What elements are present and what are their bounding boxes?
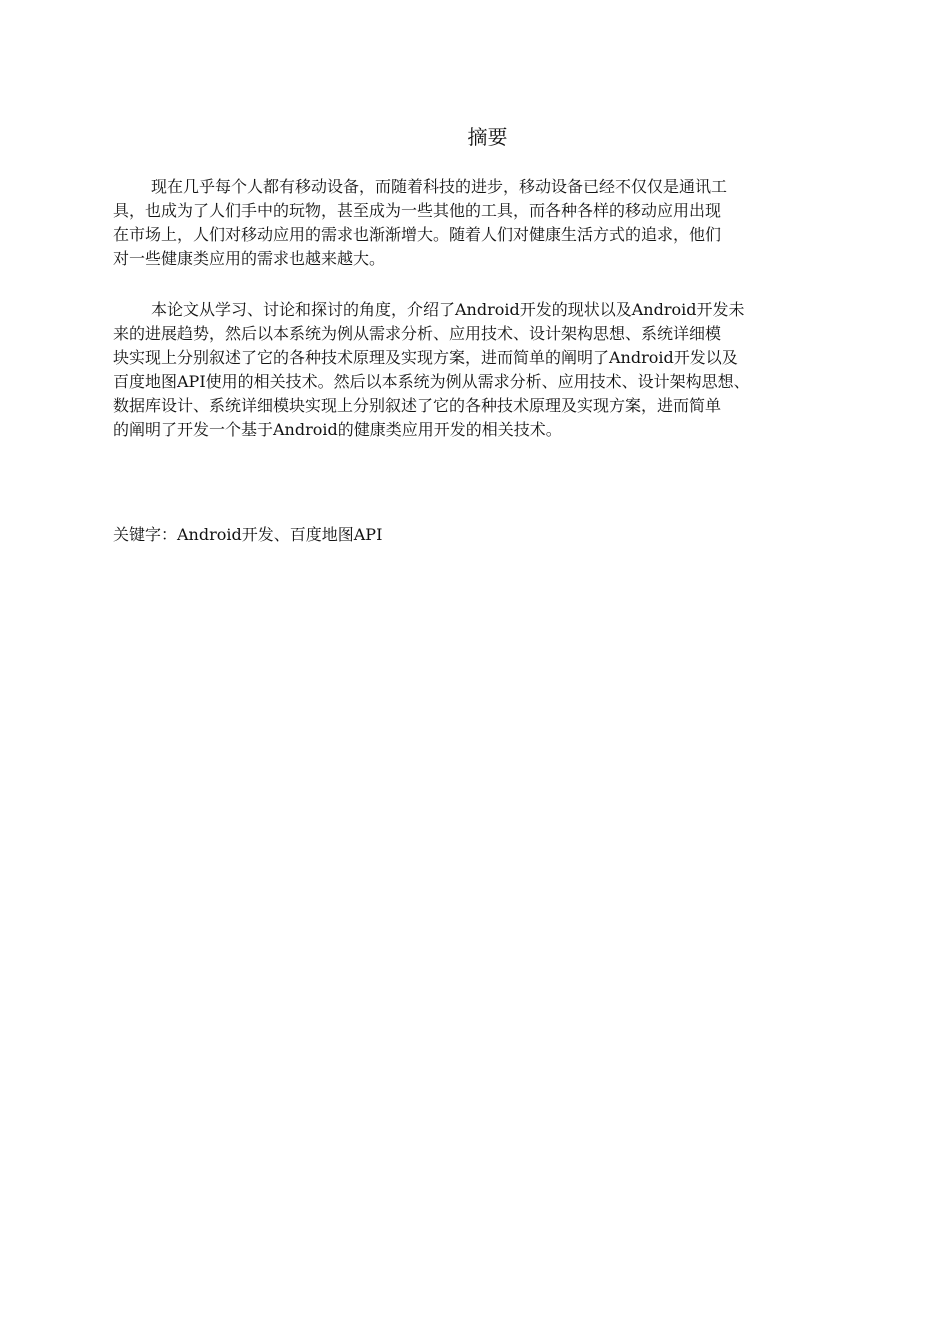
keywords: 关键字：Android开发、百度地图API: [113, 525, 383, 544]
paragraph-line: 百度地图API使用的相关技术。然后以本系统为例从需求分析、应用技术、设计架构思想、: [113, 372, 750, 391]
paragraph-line: 来的进展趋势，然后以本系统为例从需求分析、应用技术、设计架构思想、系统详细模: [113, 324, 722, 343]
paragraph-line: 现在几乎每个人都有移动设备，而随着科技的进步，移动设备已经不仅仅是通讯工: [151, 177, 728, 196]
paragraph-line: 在市场上，人们对移动应用的需求也渐渐增大。随着人们对健康生活方式的追求，他们: [113, 225, 722, 244]
abstract-paragraph-1: [113, 175, 727, 271]
abstract-paragraph-2: [113, 298, 750, 442]
abstract-title: 摘要: [467, 125, 508, 149]
paragraph-line: 本论文从学习、讨论和探讨的角度，介绍了Android开发的现状以及Android开发未: [151, 300, 745, 319]
paragraph-line: 对一些健康类应用的需求也越来越大。: [113, 249, 386, 268]
paragraph-line: 数据库设计、系统详细模块实现上分别叙述了它的各种技术原理及实现方案，进而简单: [113, 396, 722, 415]
paragraph-line: 的阐明了开发一个基于Android的健康类应用开发的相关技术。: [113, 420, 562, 439]
paragraph-line: 块实现上分别叙述了它的各种技术原理及实现方案，进而简单的阐明了Android开发以及: [113, 348, 738, 367]
paragraph-line: 具，也成为了人们手中的玩物，甚至成为一些其他的工具，而各种各样的移动应用出现: [113, 201, 722, 220]
